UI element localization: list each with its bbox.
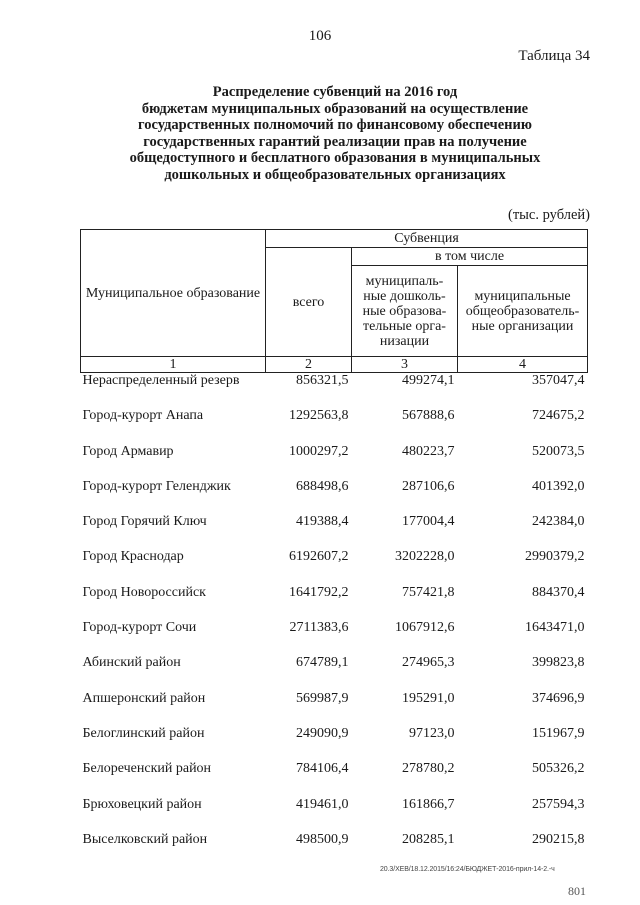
document-title (70, 84, 600, 183)
col-number: 3 (352, 357, 458, 373)
footer-document-code: 20.3/ХЕВ/18.12.2015/16:24/БЮДЖЕТ-2016-прил-14-2.-ч (380, 866, 555, 873)
municipality-name: Город-курорт Сочи (82, 620, 197, 636)
preschool-value: 3202228,0 (395, 549, 455, 565)
general-value: 399823,8 (532, 655, 585, 671)
header-municipality: Муниципальное образование (81, 230, 266, 357)
total-value: 1641792,2 (289, 584, 349, 600)
table-row (81, 514, 588, 549)
municipality-name: Выселковский район (82, 831, 208, 847)
general-value: 290215,8 (532, 831, 585, 847)
footer-stamp: 801 (568, 884, 586, 898)
general-value: 520073,5 (532, 443, 585, 459)
title-line: общедоступного и бесплатного образования в муниципальных (129, 150, 541, 166)
municipality-name: Город-курорт Анапа (82, 408, 204, 424)
title-line: бюджетам муниципальных образований на осуществление (141, 100, 529, 117)
total-value: 1292563,8 (289, 408, 349, 424)
municipality-name: Город Горячий Ключ (82, 514, 207, 530)
table-row (81, 797, 588, 832)
municipality-name: Город Краснодар (82, 549, 184, 565)
col-number: 4 (458, 357, 588, 373)
header-including: в том числе (352, 248, 588, 266)
preschool-value: 1067912,6 (395, 620, 455, 636)
table-row (81, 691, 588, 726)
preschool-value: 287106,6 (402, 478, 455, 494)
total-value: 498500,9 (296, 831, 349, 847)
units-note: (тыс. рублей) (508, 207, 590, 223)
table-header (81, 230, 588, 373)
total-value: 674789,1 (296, 655, 349, 671)
total-value: 856321,5 (296, 373, 349, 388)
general-value: 151967,9 (532, 725, 585, 741)
table-row (81, 479, 588, 514)
preschool-value: 208285,1 (402, 831, 455, 847)
preschool-value: 480223,7 (402, 443, 455, 459)
municipality-name: Брюховецкий район (82, 796, 202, 812)
title-line: Распределение субвенций на 2016 год (212, 84, 458, 100)
total-value: 569987,9 (296, 690, 349, 706)
page-number: 106 (308, 28, 332, 44)
table-label: Таблица 34 (518, 48, 590, 64)
table-row (81, 549, 588, 584)
municipality-name: Белоглинский район (82, 725, 205, 741)
municipality-name: Нераспределенный резерв (82, 373, 240, 388)
preschool-value: 161866,7 (402, 796, 455, 812)
general-value: 1643471,0 (525, 620, 585, 636)
general-value: 401392,0 (532, 478, 585, 494)
table-row (81, 444, 588, 479)
preschool-value: 757421,8 (402, 584, 455, 600)
preschool-value: 195291,0 (402, 690, 455, 706)
header-general: муниципальные общеобразователь-ные организации (458, 266, 588, 357)
preschool-value: 499274,1 (402, 373, 455, 388)
table-row (81, 585, 588, 620)
table-body (81, 373, 588, 868)
general-value: 357047,4 (532, 373, 585, 388)
general-value: 884370,4 (532, 584, 585, 600)
preschool-value: 274965,3 (402, 655, 455, 671)
total-value: 419461,0 (296, 796, 349, 812)
title-line: государственных гарантий реализации прав на получение (143, 133, 527, 150)
municipality-name: Апшеронский район (82, 690, 206, 706)
general-value: 2990379,2 (525, 549, 585, 565)
municipality-name: Город-курорт Геленджик (82, 478, 231, 494)
table-row (81, 726, 588, 761)
total-value: 6192607,2 (289, 549, 349, 565)
title-line: государственных полномочий по финансовому обеспечению (138, 117, 532, 133)
general-value: 505326,2 (532, 761, 585, 777)
total-value: 1000297,2 (289, 443, 349, 459)
preschool-value: 278780,2 (402, 761, 455, 777)
preschool-value: 97123,0 (409, 725, 455, 741)
preschool-value: 177004,4 (402, 514, 455, 530)
municipality-name: Абинский район (82, 655, 181, 671)
total-value: 2711383,6 (289, 620, 349, 636)
header-subvention: Субвенция (266, 230, 588, 248)
table-row (81, 408, 588, 443)
municipality-name: Город Армавир (82, 443, 174, 459)
total-value: 688498,6 (296, 478, 349, 494)
general-value: 242384,0 (532, 514, 585, 530)
table-row (81, 373, 588, 409)
table-row (81, 620, 588, 655)
subvention-table (80, 229, 588, 867)
table-row (81, 832, 588, 867)
municipality-name: Белореченский район (82, 761, 212, 777)
total-value: 419388,4 (296, 514, 349, 530)
municipality-name: Город Новороссийск (82, 584, 206, 600)
title-line: дошкольных и общеобразовательных организациях (164, 166, 506, 183)
preschool-value: 567888,6 (402, 408, 455, 424)
header-preschool: муниципаль-ные дошколь-ные образова-тельные орга-низации (352, 266, 458, 357)
table-row (81, 655, 588, 690)
header-total: всего (266, 248, 352, 357)
total-value: 249090,9 (296, 725, 349, 741)
col-number: 1 (81, 357, 266, 373)
general-value: 724675,2 (532, 408, 585, 424)
table-row (81, 761, 588, 796)
total-value: 784106,4 (296, 761, 349, 777)
general-value: 257594,3 (532, 796, 585, 812)
general-value: 374696,9 (532, 690, 585, 706)
col-number: 2 (266, 357, 352, 373)
